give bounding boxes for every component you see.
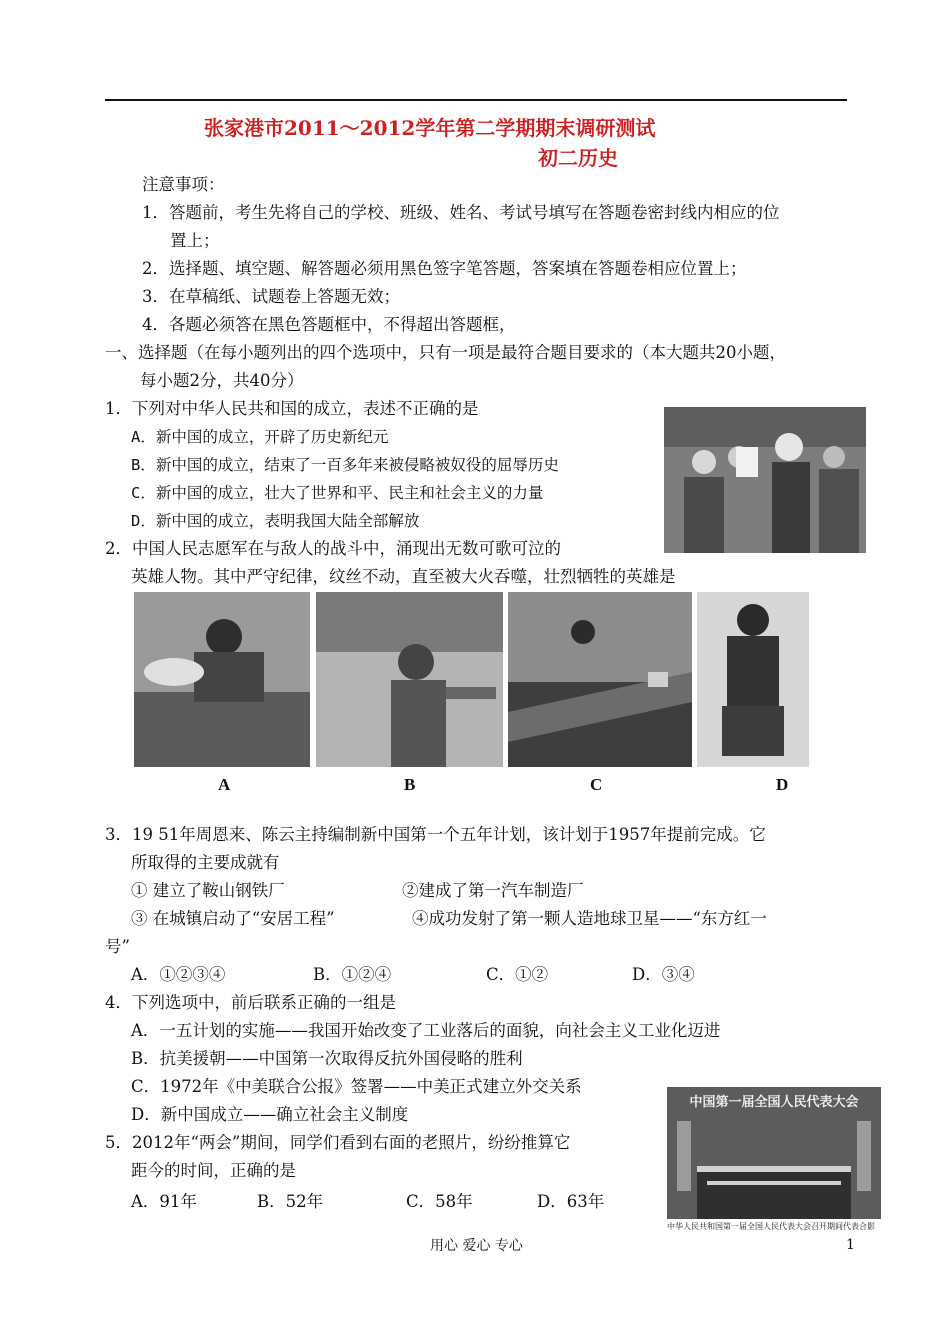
q4-option-c: C．1972年《中美联合公报》签署——中美正式建立外交关系: [131, 1077, 582, 1096]
q5-photo-banner: 中国第一届全国人民代表大会: [689, 1095, 859, 1110]
q2-label-b: B: [404, 775, 416, 794]
q4-option-a: A．一五计划的实施——我国开始改变了工业落后的面貌，向社会主义工业化迈进: [131, 1021, 721, 1040]
exam-subject: 初二历史: [538, 146, 618, 170]
page-number: 1: [846, 1237, 855, 1253]
q1-option-b: B．新中国的成立，结束了一百多年来被侵略被奴役的屈辱历史: [131, 456, 559, 474]
q2-photo-c: [508, 592, 692, 767]
q3-option-c: C．①②: [486, 965, 549, 984]
q3-option-b: B．①②④: [313, 965, 392, 984]
q2-photo-d: [697, 592, 809, 767]
note-item: 2．选择题、填空题、解答题必须用黑色签字笔答题，答案填在答题卷相应位置上；: [142, 259, 747, 278]
q1-option-c: C．新中国的成立，壮大了世界和平、民主和社会主义的力量: [131, 484, 544, 502]
q4-option-b: B．抗美援朝——中国第一次取得反抗外国侵略的胜利: [131, 1049, 523, 1068]
section-heading: 一、选择题（在每小题列出的四个选项中，只有一项是最符合题目要求的（本大题共20小题，: [105, 343, 786, 362]
q5-option-a: A．91年: [131, 1192, 197, 1211]
q3-stem: 3．19 51年周恩来、陈云主持编制新中国第一个五年计划，该计划于1957年提前完成。它: [105, 825, 766, 844]
q2-stem-cont: 英雄人物。其中严守纪律，纹丝不动，直至被大火吞噬，壮烈牺牲的英雄是: [131, 567, 676, 586]
footer-motto: 用心 爱心 专心: [430, 1238, 523, 1254]
q3-option-a: A．①②③④: [131, 965, 226, 984]
q5-option-c: C．58年: [406, 1192, 473, 1211]
q2-photo-b: [316, 592, 503, 767]
q5-photo-caption: 中华人民共和国第一届全国人民代表大会召开期间代表合影: [667, 1222, 875, 1231]
q5-stem: 5．2012年“两会”期间，同学们看到右面的老照片，纷纷推算它: [105, 1133, 571, 1152]
q3-item-1: ① 建立了鞍山钢铁厂: [131, 881, 285, 900]
q2-label-d: D: [776, 775, 789, 794]
q1-option-d: D．新中国的成立，表明我国大陆全部解放: [131, 512, 420, 530]
q4-option-d: D．新中国成立——确立社会主义制度: [131, 1105, 409, 1124]
q1-photo: [664, 407, 866, 553]
header-rule: [105, 99, 847, 101]
q5-option-b: B．52年: [257, 1192, 324, 1211]
q3-item-4: ④成功发射了第一颗人造地球卫星——“东方红一: [412, 909, 767, 928]
q3-item-4-cont: 号”: [105, 937, 130, 956]
section-heading-cont: 每小题2分，共40分）: [140, 371, 304, 390]
note-item: 4．各题必须答在黑色答题框中，不得超出答题框，: [142, 315, 516, 334]
q3-item-3: ③ 在城镇启动了“安居工程”: [131, 909, 335, 928]
note-item: 置上；: [170, 231, 220, 250]
q3-stem-cont: 所取得的主要成就有: [131, 853, 280, 872]
note-item: 3．在草稿纸、试题卷上答题无效；: [142, 287, 400, 306]
note-item: 1．答题前，考生先将自己的学校、班级、姓名、考试号填写在答题卷密封线内相应的位: [142, 203, 780, 222]
q2-label-a: A: [218, 775, 231, 794]
q2-photo-a: [134, 592, 310, 767]
q2-stem: 2．中国人民志愿军在与敌人的战斗中，涌现出无数可歌可泣的: [105, 539, 561, 558]
q5-photo: [667, 1087, 881, 1237]
q3-item-2: ②建成了第一汽车制造厂: [402, 881, 584, 900]
q5-option-d: D．63年: [537, 1192, 605, 1211]
q1-option-a: A．新中国的成立，开辟了历史新纪元: [131, 428, 389, 446]
exam-title: 张家港市2011～2012学年第二学期期末调研测试: [204, 116, 656, 140]
q2-label-c: C: [590, 775, 603, 794]
notes-heading: 注意事项：: [142, 175, 225, 194]
q3-option-d: D．③④: [632, 965, 695, 984]
q1-stem: 1．下列对中华人民共和国的成立，表述不正确的是: [105, 399, 479, 418]
q5-stem-cont: 距今的时间，正确的是: [131, 1161, 296, 1180]
q4-stem: 4．下列选项中，前后联系正确的一组是: [105, 993, 396, 1012]
